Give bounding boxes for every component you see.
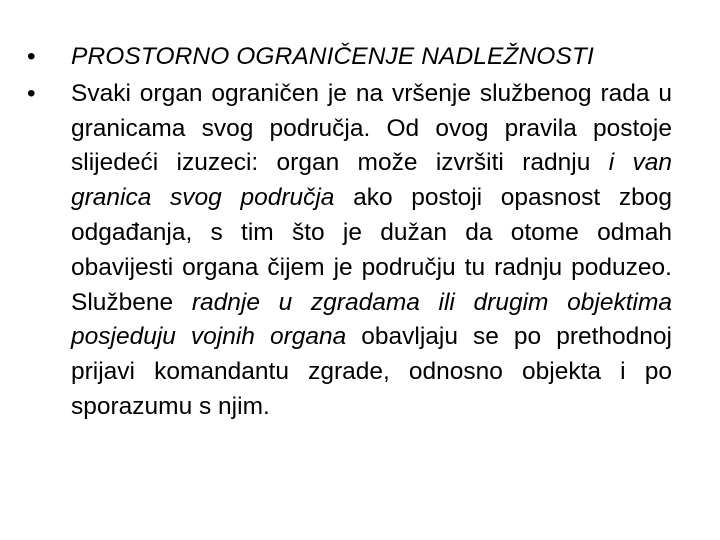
body-segment: Svaki organ ograničen je na vršenje službenog rada u granicama svog područja. Od ovog pravila postoje slijedeći izuzeci: organ može izvršiti radnju (71, 79, 672, 177)
slide-heading: PROSTORNO OGRANIČENJE NADLEŽNOSTI (71, 43, 594, 70)
body-paragraph (71, 77, 672, 425)
body-segment-italic: i van granica svog područja (71, 149, 672, 212)
bullet-icon: • (27, 79, 36, 107)
body-segment: obavljaju se po prethodnoj prijavi komandantu zgrade, odnosno objekta i po sporazumu s njim. (71, 323, 672, 420)
bullet-list (27, 40, 672, 427)
bullet-heading (27, 40, 672, 75)
body-segment-italic: radnje u zgradama ili drugim objektima posjeduju vojnih organa (71, 288, 672, 351)
body-segment: ako postoji opasnost zbog odgađanja, s tim što je dužan da otome odmah obavijesti organa čijem je području tu radnju poduzeo. Službene (71, 184, 672, 316)
bullet-icon: • (27, 43, 36, 70)
bullet-body (27, 77, 672, 425)
